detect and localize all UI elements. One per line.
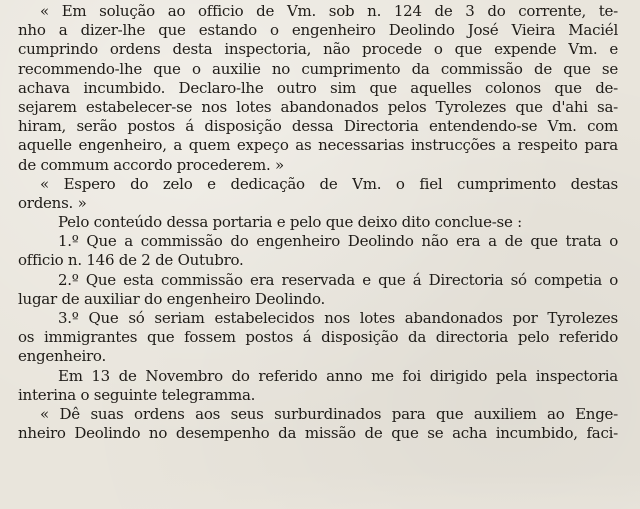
text-line: engenheiro.	[18, 347, 106, 366]
text-line: aquelle engenheiro, a quem expeço as necessarias instrucções a respeito para	[18, 136, 618, 155]
page-bottom-margin	[0, 472, 640, 509]
text-line: « Dê suas ordens aos seus surburdinados para que auxiliem ao Enge-	[40, 404, 618, 423]
text-line: recommendo-lhe que o auxilie no cumprimento da commissão de que se	[18, 59, 618, 78]
text-line: nho a dizer-lhe que estando o engenheiro Deolindo José Vieira Maciél	[18, 21, 618, 40]
text-line: achava incumbido. Declaro-lhe outro sim que aquelles colonos que de-	[18, 78, 618, 97]
text-line: interina o seguinte telegramma.	[18, 385, 256, 404]
text-line: officio n. 146 de 2 de Outubro.	[18, 251, 244, 270]
document-text	[18, 2, 618, 443]
text-line: Pelo conteúdo dessa portaria e pelo que deixo dito conclue-se :	[58, 213, 522, 232]
text-line: 3.º Que só seriam estabelecidos nos lotes abandonados por Tyrolezes	[58, 309, 618, 327]
text-line: Em 13 de Novembro do referido anno me foi dirigido pela inspectoria	[58, 366, 618, 385]
text-line: hiram, serão postos á disposição dessa Directoria entendendo-se Vm. com	[18, 117, 618, 136]
text-line: « Em solução ao officio de Vm. sob n. 124 de 3 do corrente, te-	[40, 2, 618, 20]
text-line: 2.º Que esta commissão era reservada e que á Directoria só competia o	[58, 270, 618, 289]
text-line: « Espero do zelo e dedicação de Vm. o fiel cumprimento destas	[40, 174, 618, 193]
text-line: os immigrantes que fossem postos á disposição da directoria pelo referido	[18, 328, 618, 347]
text-line: nheiro Deolindo no desempenho da missão de que se acha incumbido, faci-	[18, 424, 618, 443]
text-line: sejarem estabelecer-se nos lotes abandonados pelos Tyrolezes que d'ahi sa-	[18, 97, 618, 116]
text-line: ordens. »	[18, 193, 87, 212]
text-line: de commum accordo procederem. »	[18, 155, 284, 174]
text-line: lugar de auxiliar do engenheiro Deolindo.	[18, 289, 325, 308]
text-line: cumprindo ordens desta inspectoria, não procede o que expende Vm. e	[18, 40, 618, 59]
text-line: 1.º Que a commissão do engenheiro Deolindo não era a de que trata o	[58, 232, 618, 251]
